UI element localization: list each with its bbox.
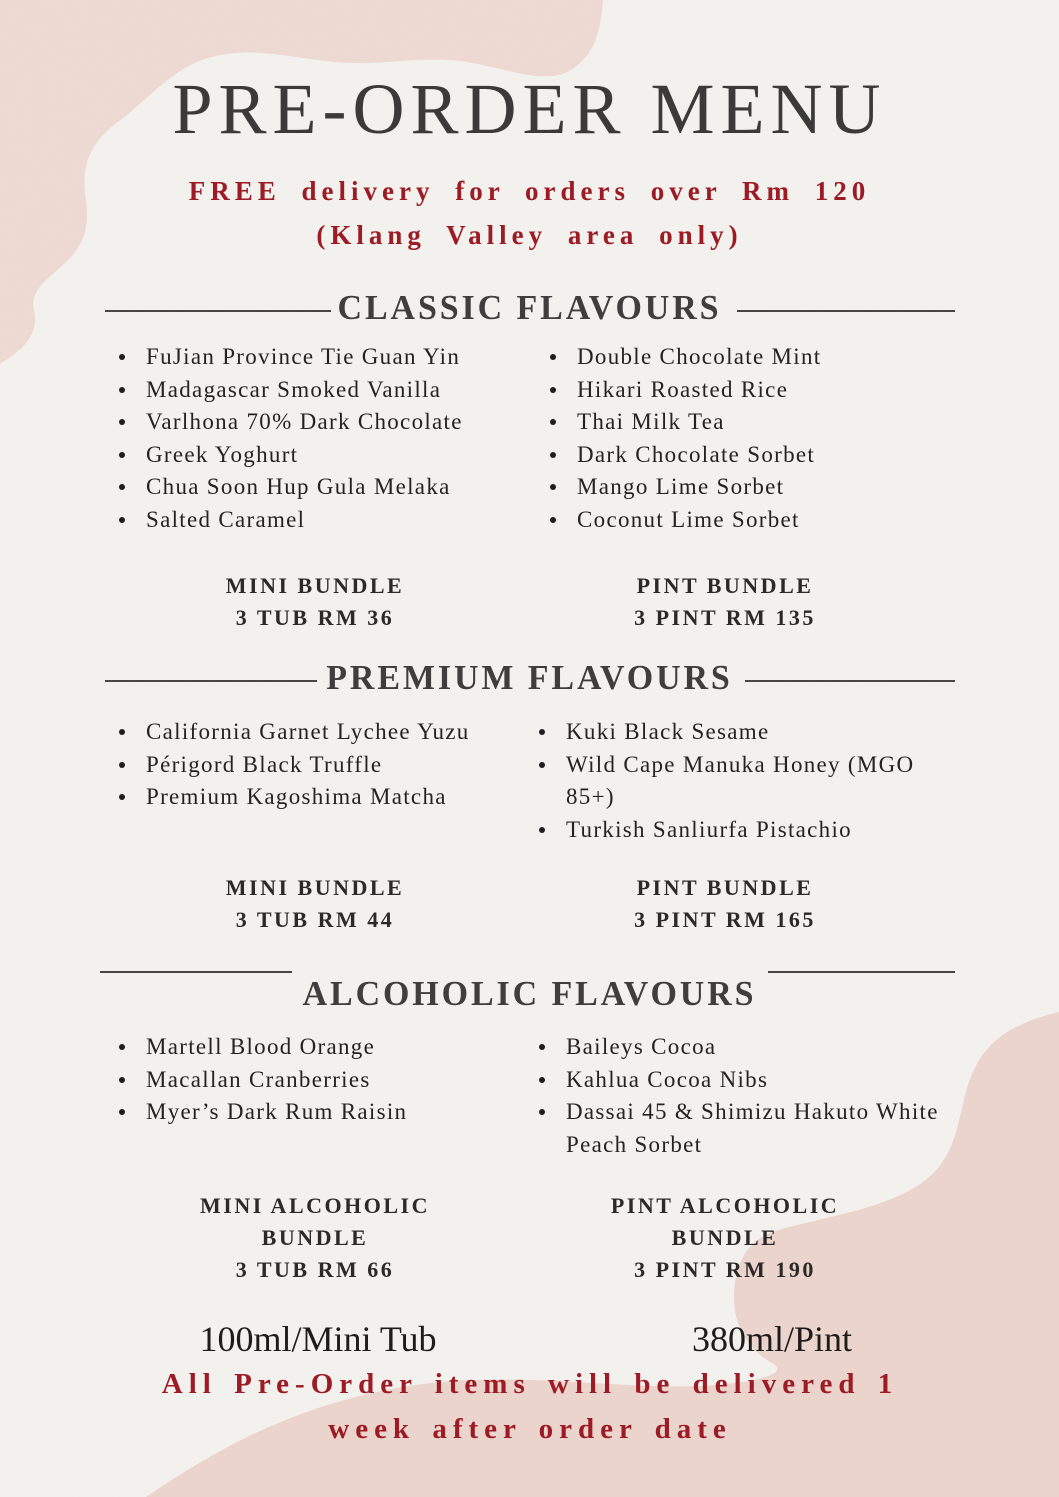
classic-flavours-left-list <box>112 341 536 537</box>
divider-line <box>737 310 955 312</box>
bundle-price: 3 TUB RM 66 <box>235 1257 395 1282</box>
bundle-title: PINT BUNDLE <box>636 573 814 598</box>
bundle-title: MINI BUNDLE <box>225 573 405 598</box>
premium-mini-bundle <box>155 872 475 936</box>
premium-flavours-right-list <box>532 716 956 846</box>
flavour-item: Martell Blood Orange <box>112 1031 536 1064</box>
flavour-item: Thai Milk Tea <box>543 406 967 439</box>
alcoholic-mini-bundle <box>195 1190 435 1286</box>
section-heading-premium: PREMIUM FLAVOURS <box>326 658 733 697</box>
flavour-item: Dassai 45 & Shimizu Hakuto White Peach Sorbet <box>532 1096 956 1161</box>
premium-flavours-left-list <box>112 716 546 814</box>
preorder-delivery-note: All Pre-Order items will be delivered 1 week after order date <box>161 1368 899 1445</box>
bundle-price: 3 TUB RM 44 <box>235 907 395 932</box>
classic-mini-bundle <box>155 570 475 634</box>
bundle-price: 3 PINT RM 165 <box>634 907 816 932</box>
flavour-item: Myer’s Dark Rum Raisin <box>112 1096 536 1129</box>
flavour-item: Double Chocolate Mint <box>543 341 967 374</box>
alcoholic-pint-bundle <box>605 1190 845 1286</box>
flavour-item: Turkish Sanliurfa Pistachio <box>532 814 956 847</box>
pint-size-label: 380ml/Pint <box>691 1319 853 1359</box>
flavour-item: Madagascar Smoked Vanilla <box>112 374 536 407</box>
flavour-item: Varlhona 70% Dark Chocolate <box>112 406 536 439</box>
flavour-item: Kahlua Cocoa Nibs <box>532 1064 956 1097</box>
flavour-item: Mango Lime Sorbet <box>543 471 967 504</box>
flavour-item: FuJian Province Tie Guan Yin <box>112 341 536 374</box>
flavour-item: Coconut Lime Sorbet <box>543 504 967 537</box>
flavour-item: Chua Soon Hup Gula Melaka <box>112 471 536 504</box>
delivery-area-line: (Klang Valley area only) <box>316 220 743 250</box>
flavour-item: Macallan Cranberries <box>112 1064 536 1097</box>
flavour-item: Greek Yoghurt <box>112 439 536 472</box>
flavour-item: California Garnet Lychee Yuzu <box>112 716 546 749</box>
flavour-item: Kuki Black Sesame <box>532 716 956 749</box>
bundle-title: PINT ALCOHOLIC BUNDLE <box>610 1193 840 1250</box>
divider-line <box>745 680 955 682</box>
divider-line <box>768 971 955 973</box>
flavour-item: Premium Kagoshima Matcha <box>112 781 546 814</box>
alcoholic-flavours-left-list <box>112 1031 536 1129</box>
page-title: PRE-ORDER MENU <box>172 69 887 149</box>
bundle-title: MINI BUNDLE <box>225 875 405 900</box>
bundle-title: MINI ALCOHOLIC BUNDLE <box>200 1193 430 1250</box>
flavour-item: Hikari Roasted Rice <box>543 374 967 407</box>
bundle-price: 3 TUB RM 36 <box>235 605 395 630</box>
bundle-price: 3 PINT RM 190 <box>634 1257 816 1282</box>
flavour-item: Dark Chocolate Sorbet <box>543 439 967 472</box>
flavour-item: Wild Cape Manuka Honey (MGO 85+) <box>532 749 956 814</box>
free-delivery-line: FREE delivery for orders over Rm 120 <box>188 176 871 206</box>
divider-line <box>100 971 292 973</box>
classic-pint-bundle <box>565 570 885 634</box>
flavour-item: Baileys Cocoa <box>532 1031 956 1064</box>
bundle-title: PINT BUNDLE <box>636 875 814 900</box>
flavour-item: Périgord Black Truffle <box>112 749 546 782</box>
section-heading-classic: CLASSIC FLAVOURS <box>337 288 722 327</box>
mini-tub-size-label: 100ml/Mini Tub <box>199 1319 437 1359</box>
alcoholic-flavours-right-list <box>532 1031 956 1161</box>
section-heading-alcoholic: ALCOHOLIC FLAVOURS <box>302 974 757 1013</box>
classic-flavours-right-list <box>543 341 967 537</box>
flavour-item: Salted Caramel <box>112 504 536 537</box>
bundle-price: 3 PINT RM 135 <box>634 605 816 630</box>
premium-pint-bundle <box>565 872 885 936</box>
